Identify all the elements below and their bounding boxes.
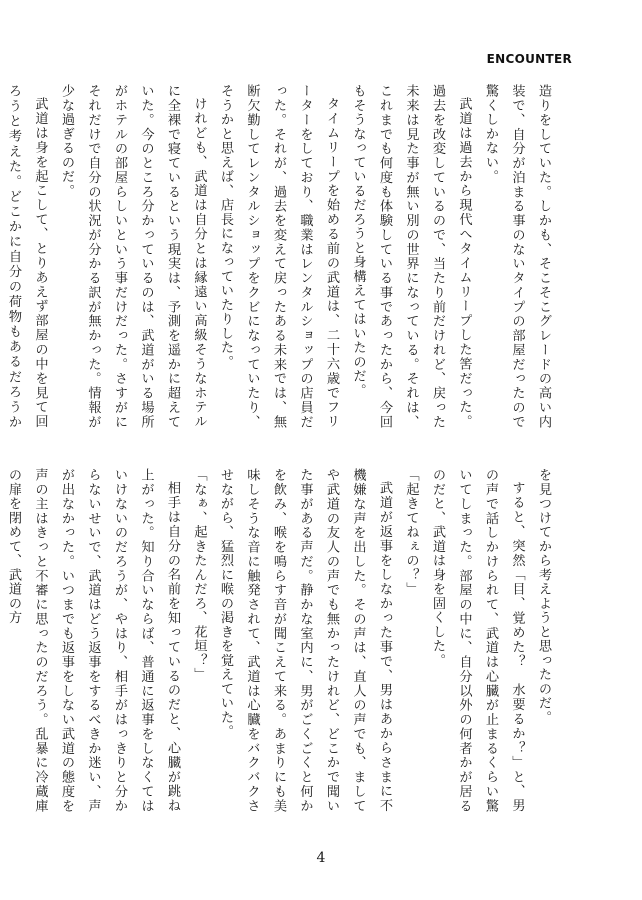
upper-text-block [6,84,556,429]
paragraph: 武道は身を起こして、とりあえず部屋の中を見て回ろうと考えた。どこかに自分の荷物もあるだろうか [6,84,48,429]
paragraph: 武道が返事をしなかった事で、男はあからさまに不機嫌な声を出した。その声は、直人の声でも、ましてや武道の友人の声でも無かったけれど、どこかで聞いた事がある声だ。静かな室内に、男がごくごくと何かを飲み、喉を鳴らす音が聞こえて来る。あまりにも美味しそうな音に触発されて、武道は心臓をバクバクさせながら、猛烈に喉の渇きを覚えていた。 [218,468,392,813]
paragraph: タイムリープを始める前の武道は、二十六歳でフリーターをしており、職業はレンタルショップの店員だった。それが、過去を変えて戻ったある未来では、無断欠勤してレンタルショップをクビになっていたり、そうかと思えば、店長になっていたりした。 [218,84,339,429]
running-header: ENCOUNTER [486,52,572,66]
lower-text-block [6,468,556,813]
paragraph: を見つけてから考えようと思ったのだ。 [536,468,551,725]
paragraph: 造りをしていた。しかも、そこそこグレードの高い内装で、自分が泊まる事のないタイプの部屋だったので驚くしかない。 [483,84,551,429]
dialogue-line: 「起きてねぇの？」 [403,468,419,597]
paragraph: 相手は自分の名前を知っているのだと、心臓が跳ね上がった。知り合いならば、普通に返事をしなくてはいけないのだろうが、やはり、相手がはっきりと分からないせいで、武道はどう返事をするべきか迷い、声が出なかった。いつまでも返事をしない武道の態度を声の主はきっと不審に思ったのだろう。乱暴に冷蔵庫の扉を閉めて、武道の方 [6,468,180,813]
dialogue-line: 「なぁ、起きたんだろ、花垣？」 [191,468,207,682]
paragraph: けれども、武道は自分とは縁遠い高級そうなホテルに全裸で寝ているという現実は、予測を遥かに超えていた。今のところ分かっているのは、武道がいる場所がホテルの部屋らしいという事だけだった。さすがにそれだけで自分の状況が分かる訳が無かった。情報が少な過ぎるのだ。 [59,84,207,429]
page-number: 4 [316,850,326,866]
paragraph: 武道は過去から現代へタイムリープした筈だった。過去を改変しているので、当たり前だけれど、戻った未来は見た事が無い別の世界になっている。それは、これまでも何度も体験している事であったから、今回もそうなっているだろうと身構えてはいたのだ。 [350,84,472,429]
paragraph: すると、突然「目、覚めた？ 水要るか？」と、男の声で話しかけられて、武道は心臓が止まるくらい驚いてしまった。部屋の中に、自分以外の何者かが居るのだと、武道は身を固くした。 [430,468,525,813]
